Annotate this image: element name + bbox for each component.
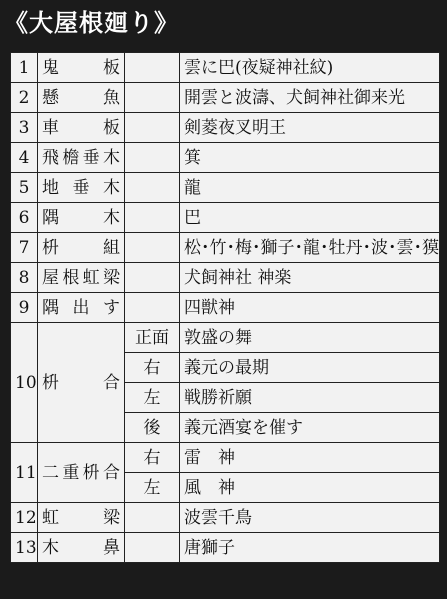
table-row xyxy=(11,503,440,533)
part-name: 隅 木 xyxy=(38,203,125,233)
part-name: 地垂木 xyxy=(38,173,125,203)
motif-description: 四獣神 xyxy=(180,293,440,323)
motif-description: 開雲と波濤、犬飼神社御来光 xyxy=(180,83,440,113)
table-row xyxy=(11,113,440,143)
part-name: 車 板 xyxy=(38,113,125,143)
motif-description: 犬飼神社 神楽 xyxy=(180,263,440,293)
position-cell xyxy=(125,293,180,323)
position-cell xyxy=(125,263,180,293)
table-row xyxy=(11,533,440,563)
table-row xyxy=(11,173,440,203)
table-row xyxy=(11,203,440,233)
part-name: 虹 梁 xyxy=(38,503,125,533)
position-cell xyxy=(125,533,180,563)
part-name: 懸 魚 xyxy=(38,83,125,113)
row-number: 12 xyxy=(11,503,38,533)
row-number: 13 xyxy=(11,533,38,563)
row-number: 2 xyxy=(11,83,38,113)
table-row xyxy=(11,293,440,323)
row-number: 1 xyxy=(11,53,38,83)
position-cell xyxy=(125,503,180,533)
row-number: 9 xyxy=(11,293,38,323)
motif-description: 巴 xyxy=(180,203,440,233)
part-name: 枡 組 xyxy=(38,233,125,263)
motif-description: 波雲千鳥 xyxy=(180,503,440,533)
motif-description: 義元の最期 xyxy=(180,353,440,383)
position-cell xyxy=(125,53,180,83)
page-title: 《大屋根廻り》 xyxy=(4,8,179,37)
row-number: 11 xyxy=(11,443,38,503)
motif-description: 敦盛の舞 xyxy=(180,323,440,353)
position-cell xyxy=(125,233,180,263)
part-name: 二重枡合 xyxy=(38,443,125,503)
part-name: 枡 合 xyxy=(38,323,125,443)
row-number: 8 xyxy=(11,263,38,293)
part-name: 屋根虹梁 xyxy=(38,263,125,293)
parts-table xyxy=(10,52,440,563)
motif-description: 唐獅子 xyxy=(180,533,440,563)
motif-description: 松･竹･梅･獅子･龍･牡丹･波･雲･獏 xyxy=(180,233,440,263)
row-number: 10 xyxy=(11,323,38,443)
motif-description: 義元酒宴を催す xyxy=(180,413,440,443)
table-row xyxy=(11,263,440,293)
motif-description: 箕 xyxy=(180,143,440,173)
position-cell xyxy=(125,143,180,173)
motif-description: 剣菱夜叉明王 xyxy=(180,113,440,143)
part-name: 鬼 板 xyxy=(38,53,125,83)
position-label: 左 xyxy=(125,473,180,503)
row-number: 7 xyxy=(11,233,38,263)
position-cell xyxy=(125,173,180,203)
part-name: 木 鼻 xyxy=(38,533,125,563)
motif-description: 龍 xyxy=(180,173,440,203)
part-name: 隅出す xyxy=(38,293,125,323)
motif-description: 戦勝祈願 xyxy=(180,383,440,413)
position-label: 正面 xyxy=(125,323,180,353)
motif-description: 風 神 xyxy=(180,473,440,503)
table-row xyxy=(11,53,440,83)
row-number: 6 xyxy=(11,203,38,233)
position-cell xyxy=(125,203,180,233)
row-number: 3 xyxy=(11,113,38,143)
row-number: 4 xyxy=(11,143,38,173)
position-cell xyxy=(125,83,180,113)
position-label: 後 xyxy=(125,413,180,443)
table-row xyxy=(11,83,440,113)
table-row xyxy=(11,233,440,263)
motif-description: 雷 神 xyxy=(180,443,440,473)
position-label: 左 xyxy=(125,383,180,413)
table-row xyxy=(11,323,440,353)
position-label: 右 xyxy=(125,443,180,473)
motif-description: 雲に巴(夜疑神社紋) xyxy=(180,53,440,83)
position-cell xyxy=(125,113,180,143)
part-name: 飛檐垂木 xyxy=(38,143,125,173)
table-row xyxy=(11,143,440,173)
row-number: 5 xyxy=(11,173,38,203)
table-row xyxy=(11,443,440,473)
position-label: 右 xyxy=(125,353,180,383)
